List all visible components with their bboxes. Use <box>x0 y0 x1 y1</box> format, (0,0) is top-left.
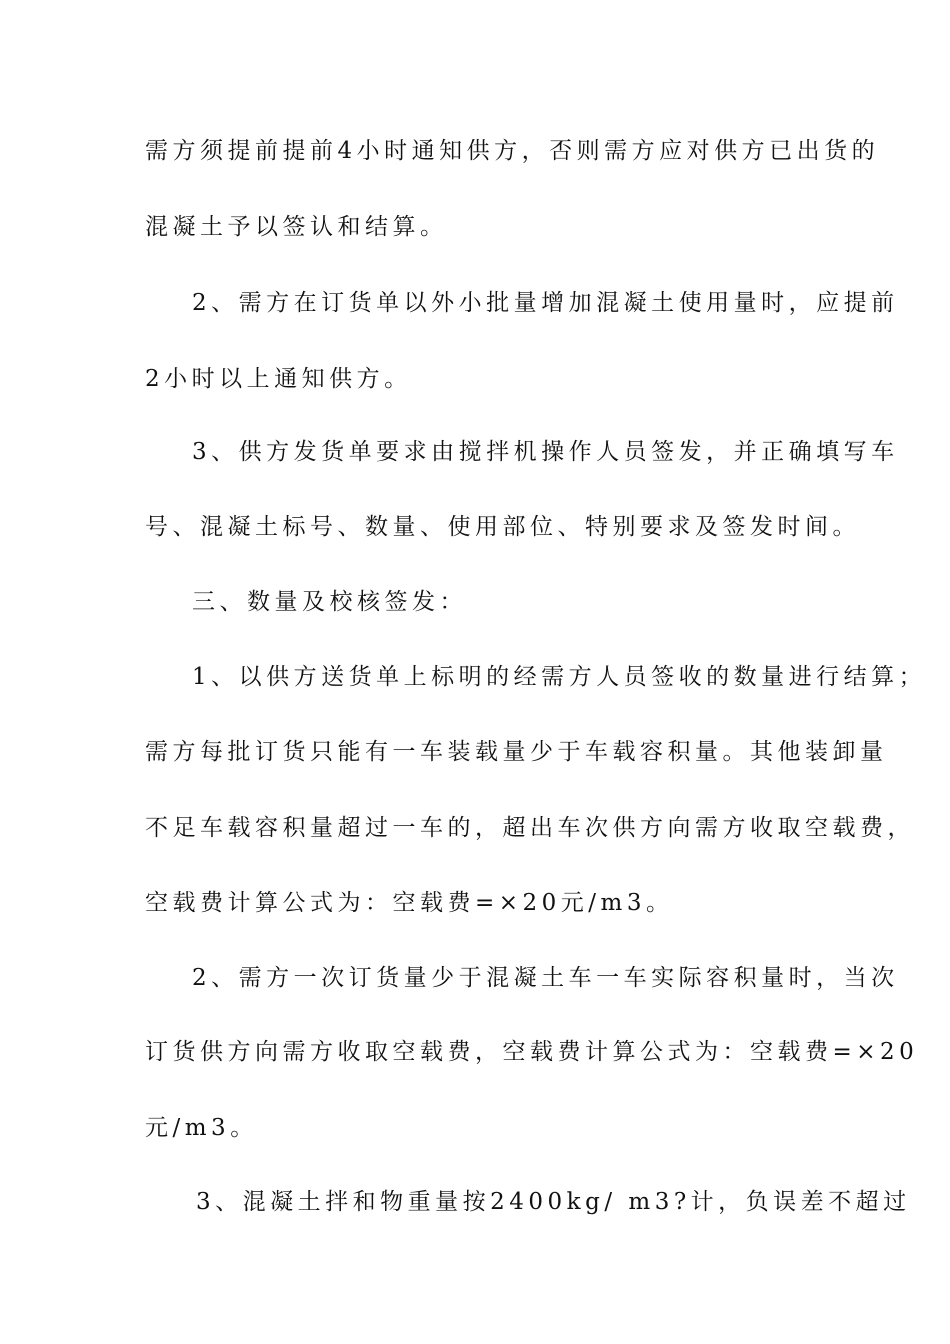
paragraph-line-15: 3、混凝土拌和物重量按2400kg/ m3?计，负误差不超过 <box>196 1189 911 1215</box>
paragraph-line-9: 需方每批订货只能有一车装载量少于车载容积量。其他装卸量 <box>145 739 888 765</box>
paragraph-line-13: 订货供方向需方收取空载费，空载费计算公式为：空载费=×20 <box>145 1039 919 1065</box>
paragraph-line-8: 1、以供方送货单上标明的经需方人员签收的数量进行结算； <box>192 664 927 690</box>
paragraph-line-11: 空载费计算公式为：空载费=×20元/m3。 <box>145 890 674 916</box>
paragraph-line-14: 元/m3。 <box>145 1115 258 1141</box>
paragraph-line-5: 3、供方发货单要求由搅拌机操作人员签发，并正确填写车 <box>192 439 899 465</box>
paragraph-line-6: 号、混凝土标号、数量、使用部位、特别要求及签发时间。 <box>145 514 860 540</box>
paragraph-line-12: 2、需方一次订货量少于混凝土车一车实际容积量时，当次 <box>192 965 899 991</box>
paragraph-line-2: 混凝土予以签认和结算。 <box>145 214 448 240</box>
paragraph-line-3: 2、需方在订货单以外小批量增加混凝土使用量时，应提前 <box>192 290 899 316</box>
paragraph-line-10: 不足车载容积量超过一车的，超出车次供方向需方收取空载费， <box>145 815 915 841</box>
section-heading: 三、数量及校核签发： <box>192 589 467 615</box>
paragraph-line-1: 需方须提前提前4小时通知供方，否则需方应对供方已出货的 <box>145 138 880 164</box>
paragraph-line-4: 2小时以上通知供方。 <box>145 366 412 392</box>
